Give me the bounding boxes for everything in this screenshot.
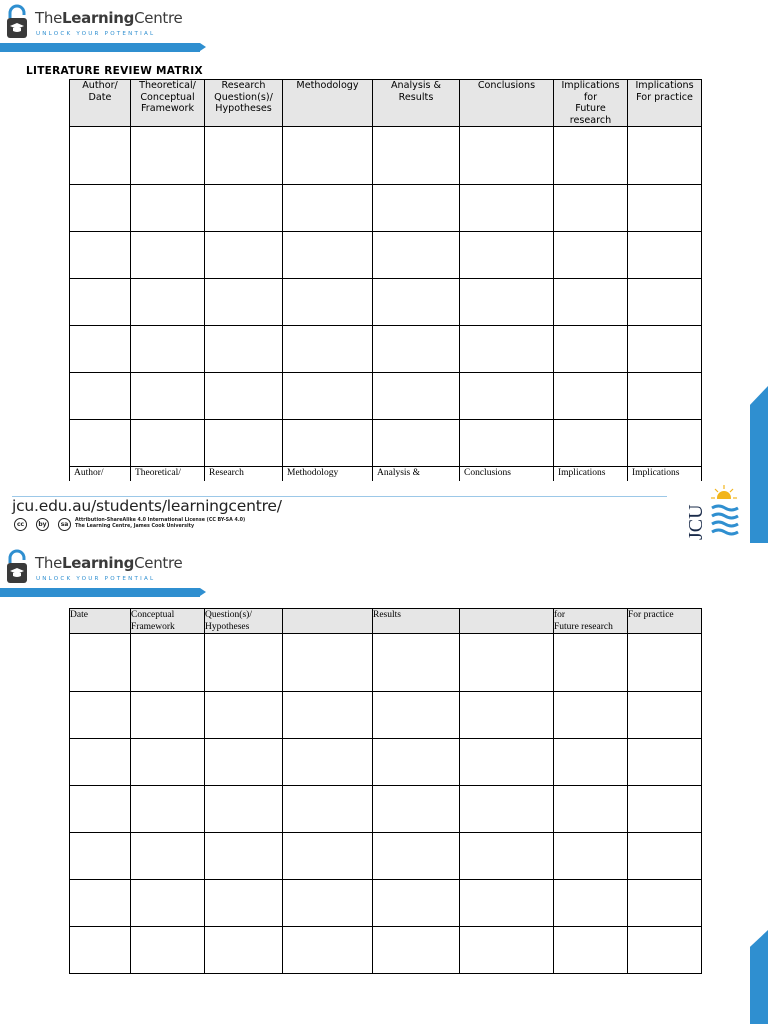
overflow-cell-conclusions: Conclusions xyxy=(460,467,554,481)
table-cell[interactable] xyxy=(205,927,283,974)
jcu-logo-icon xyxy=(684,482,744,542)
table-cell[interactable] xyxy=(205,326,283,373)
table-cell[interactable] xyxy=(70,692,131,739)
table-cell[interactable] xyxy=(628,634,702,692)
table-cell[interactable] xyxy=(460,279,554,326)
attribution-icon: by xyxy=(36,518,49,531)
table-cell[interactable] xyxy=(70,185,131,232)
table-row xyxy=(70,185,702,232)
table-cell[interactable] xyxy=(460,127,554,185)
brand-name: TheLearningCentre xyxy=(35,554,183,572)
table-row xyxy=(70,373,702,420)
table-cell[interactable] xyxy=(205,634,283,692)
overflow-cell-theoretical: Theoretical/ xyxy=(131,467,205,481)
table-cell[interactable] xyxy=(131,927,205,974)
header-accent-bar-tip xyxy=(200,43,206,51)
table-cell[interactable] xyxy=(283,880,373,927)
footer-url-link[interactable]: jcu.edu.au/students/learningcentre/ xyxy=(12,497,282,515)
table-cell[interactable] xyxy=(460,185,554,232)
header-author-date: Author/ Date xyxy=(70,80,131,127)
license-text: Attribution-ShareAlike 4.0 International License (CC BY-SA 4.0) The Learning Centre, James Cook University xyxy=(75,518,246,529)
table-header-row xyxy=(70,609,702,634)
table-cell[interactable] xyxy=(131,420,205,467)
brand-name: TheLearningCentre xyxy=(35,9,183,27)
table-cell[interactable] xyxy=(554,833,628,880)
table-cell[interactable] xyxy=(205,127,283,185)
table-row xyxy=(70,232,702,279)
table-cell[interactable] xyxy=(70,326,131,373)
table-cell[interactable] xyxy=(70,833,131,880)
table-cell[interactable] xyxy=(131,326,205,373)
literature-matrix-table-1 xyxy=(69,79,702,481)
table-row xyxy=(70,880,702,927)
table-row xyxy=(70,420,702,467)
table-cell[interactable] xyxy=(283,927,373,974)
table-cell[interactable] xyxy=(554,880,628,927)
table-cell[interactable] xyxy=(205,420,283,467)
table-cell[interactable] xyxy=(628,833,702,880)
table-row xyxy=(70,326,702,373)
table-cell[interactable] xyxy=(460,326,554,373)
table-cell[interactable] xyxy=(460,786,554,833)
literature-matrix-table-2 xyxy=(69,608,702,974)
table-overflow-row xyxy=(70,467,702,481)
table-cell[interactable] xyxy=(373,373,460,420)
table-cell[interactable] xyxy=(205,833,283,880)
table-cell[interactable] xyxy=(205,786,283,833)
overflow-cell-methodology: Methodology xyxy=(283,467,373,481)
padlock-icon xyxy=(6,4,28,40)
table-cell[interactable] xyxy=(205,279,283,326)
table-cell[interactable] xyxy=(131,786,205,833)
table-cell[interactable] xyxy=(628,326,702,373)
table-cell[interactable] xyxy=(283,634,373,692)
padlock-icon xyxy=(6,549,28,585)
overflow-cell-research: Research xyxy=(205,467,283,481)
table-cell[interactable] xyxy=(373,634,460,692)
table-row xyxy=(70,833,702,880)
table-cell[interactable] xyxy=(205,185,283,232)
table-cell[interactable] xyxy=(131,833,205,880)
table-cell[interactable] xyxy=(70,634,131,692)
table-cell[interactable] xyxy=(628,739,702,786)
brand-tagline: UNLOCK YOUR POTENTIAL xyxy=(36,576,156,582)
table-cell[interactable] xyxy=(554,786,628,833)
table-cell[interactable] xyxy=(628,420,702,467)
overflow-cell-analysis: Analysis & xyxy=(373,467,460,481)
table-cell[interactable] xyxy=(373,127,460,185)
table-cell[interactable] xyxy=(373,185,460,232)
table-cell[interactable] xyxy=(131,634,205,692)
cc-icon: cc xyxy=(14,518,27,531)
header-conceptual-framework: Conceptual Framework xyxy=(131,609,205,634)
table-cell[interactable] xyxy=(554,279,628,326)
table-cell[interactable] xyxy=(373,739,460,786)
table-cell[interactable] xyxy=(554,420,628,467)
table-row xyxy=(70,786,702,833)
side-accent-tab-1 xyxy=(750,386,768,543)
table-row xyxy=(70,127,702,185)
table-cell[interactable] xyxy=(460,373,554,420)
table-cell[interactable] xyxy=(460,420,554,467)
page-header-2 xyxy=(0,545,768,603)
header-research-questions: Research Question(s)/ Hypotheses xyxy=(205,80,283,127)
overflow-cell-author: Author/ xyxy=(70,467,131,481)
header-accent-bar-tip xyxy=(200,588,206,596)
table-cell[interactable] xyxy=(131,279,205,326)
table-cell[interactable] xyxy=(205,232,283,279)
table-row xyxy=(70,692,702,739)
table-cell[interactable] xyxy=(283,692,373,739)
table-cell[interactable] xyxy=(373,880,460,927)
table-cell[interactable] xyxy=(628,373,702,420)
table-cell[interactable] xyxy=(628,279,702,326)
header-conclusions-continued xyxy=(460,609,554,634)
header-implications-future-research: Implications for Future research xyxy=(554,80,628,127)
table-cell[interactable] xyxy=(373,927,460,974)
overflow-cell-implications-practice: Implications xyxy=(628,467,702,481)
header-theoretical-framework: Theoretical/ Conceptual Framework xyxy=(131,80,205,127)
table-cell[interactable] xyxy=(70,739,131,786)
table-row xyxy=(70,927,702,974)
table-cell[interactable] xyxy=(131,232,205,279)
table-cell[interactable] xyxy=(283,833,373,880)
svg-text:JCU: JCU xyxy=(685,504,707,540)
header-accent-bar xyxy=(0,588,200,597)
table-cell[interactable] xyxy=(554,232,628,279)
table-cell[interactable] xyxy=(283,185,373,232)
table-row xyxy=(70,634,702,692)
table-cell[interactable] xyxy=(70,279,131,326)
table-cell[interactable] xyxy=(283,373,373,420)
table-cell[interactable] xyxy=(70,786,131,833)
table-cell[interactable] xyxy=(283,326,373,373)
brand-tagline: UNLOCK YOUR POTENTIAL xyxy=(36,31,156,37)
table-cell[interactable] xyxy=(628,880,702,927)
header-methodology: Methodology xyxy=(283,80,373,127)
header-date: Date xyxy=(70,609,131,634)
table-cell[interactable] xyxy=(70,373,131,420)
table-cell[interactable] xyxy=(131,185,205,232)
table-cell[interactable] xyxy=(628,692,702,739)
table-cell[interactable] xyxy=(460,692,554,739)
table-cell[interactable] xyxy=(70,232,131,279)
table-cell[interactable] xyxy=(373,326,460,373)
table-cell[interactable] xyxy=(460,927,554,974)
table-cell[interactable] xyxy=(131,692,205,739)
table-cell[interactable] xyxy=(205,692,283,739)
table-cell[interactable] xyxy=(554,739,628,786)
table-cell[interactable] xyxy=(205,739,283,786)
table-cell[interactable] xyxy=(283,420,373,467)
header-future-research: for Future research xyxy=(554,609,628,634)
table-row xyxy=(70,739,702,786)
table-cell[interactable] xyxy=(205,880,283,927)
header-questions-hypotheses: Question(s)/ Hypotheses xyxy=(205,609,283,634)
table-cell[interactable] xyxy=(373,420,460,467)
header-methodology-continued xyxy=(283,609,373,634)
table-cell[interactable] xyxy=(554,927,628,974)
header-for-practice: For practice xyxy=(628,609,702,634)
table-cell[interactable] xyxy=(460,880,554,927)
table-cell[interactable] xyxy=(460,833,554,880)
table-cell[interactable] xyxy=(283,127,373,185)
table-cell[interactable] xyxy=(131,880,205,927)
table-cell[interactable] xyxy=(373,279,460,326)
table-cell[interactable] xyxy=(205,373,283,420)
header-analysis-results: Analysis & Results xyxy=(373,80,460,127)
table-cell[interactable] xyxy=(628,786,702,833)
table-cell[interactable] xyxy=(628,927,702,974)
table-header-row xyxy=(70,80,702,127)
document-title: LITERATURE REVIEW MATRIX xyxy=(26,65,203,77)
table-cell[interactable] xyxy=(460,232,554,279)
table-cell[interactable] xyxy=(554,185,628,232)
table-cell[interactable] xyxy=(554,634,628,692)
table-cell[interactable] xyxy=(70,880,131,927)
table-cell[interactable] xyxy=(373,833,460,880)
share-alike-icon: sa xyxy=(58,518,71,531)
header-results: Results xyxy=(373,609,460,634)
table-cell[interactable] xyxy=(373,786,460,833)
table-cell[interactable] xyxy=(131,739,205,786)
table-cell[interactable] xyxy=(554,692,628,739)
table-cell[interactable] xyxy=(131,127,205,185)
table-cell[interactable] xyxy=(283,739,373,786)
table-cell[interactable] xyxy=(554,373,628,420)
table-cell[interactable] xyxy=(70,420,131,467)
table-cell[interactable] xyxy=(628,232,702,279)
table-cell[interactable] xyxy=(554,326,628,373)
table-cell[interactable] xyxy=(460,634,554,692)
table-cell[interactable] xyxy=(628,127,702,185)
table-cell[interactable] xyxy=(283,279,373,326)
header-accent-bar xyxy=(0,43,200,52)
table-row xyxy=(70,279,702,326)
table-cell[interactable] xyxy=(628,185,702,232)
table-cell[interactable] xyxy=(460,739,554,786)
table-cell[interactable] xyxy=(373,692,460,739)
header-conclusions: Conclusions xyxy=(460,80,554,127)
table-cell[interactable] xyxy=(283,786,373,833)
header-implications-practice: Implications For practice xyxy=(628,80,702,127)
table-cell[interactable] xyxy=(373,232,460,279)
table-cell[interactable] xyxy=(554,127,628,185)
table-cell[interactable] xyxy=(70,927,131,974)
table-cell[interactable] xyxy=(283,232,373,279)
overflow-cell-implications-future: Implications xyxy=(554,467,628,481)
table-cell[interactable] xyxy=(131,373,205,420)
page-header xyxy=(0,0,768,58)
table-cell[interactable] xyxy=(70,127,131,185)
